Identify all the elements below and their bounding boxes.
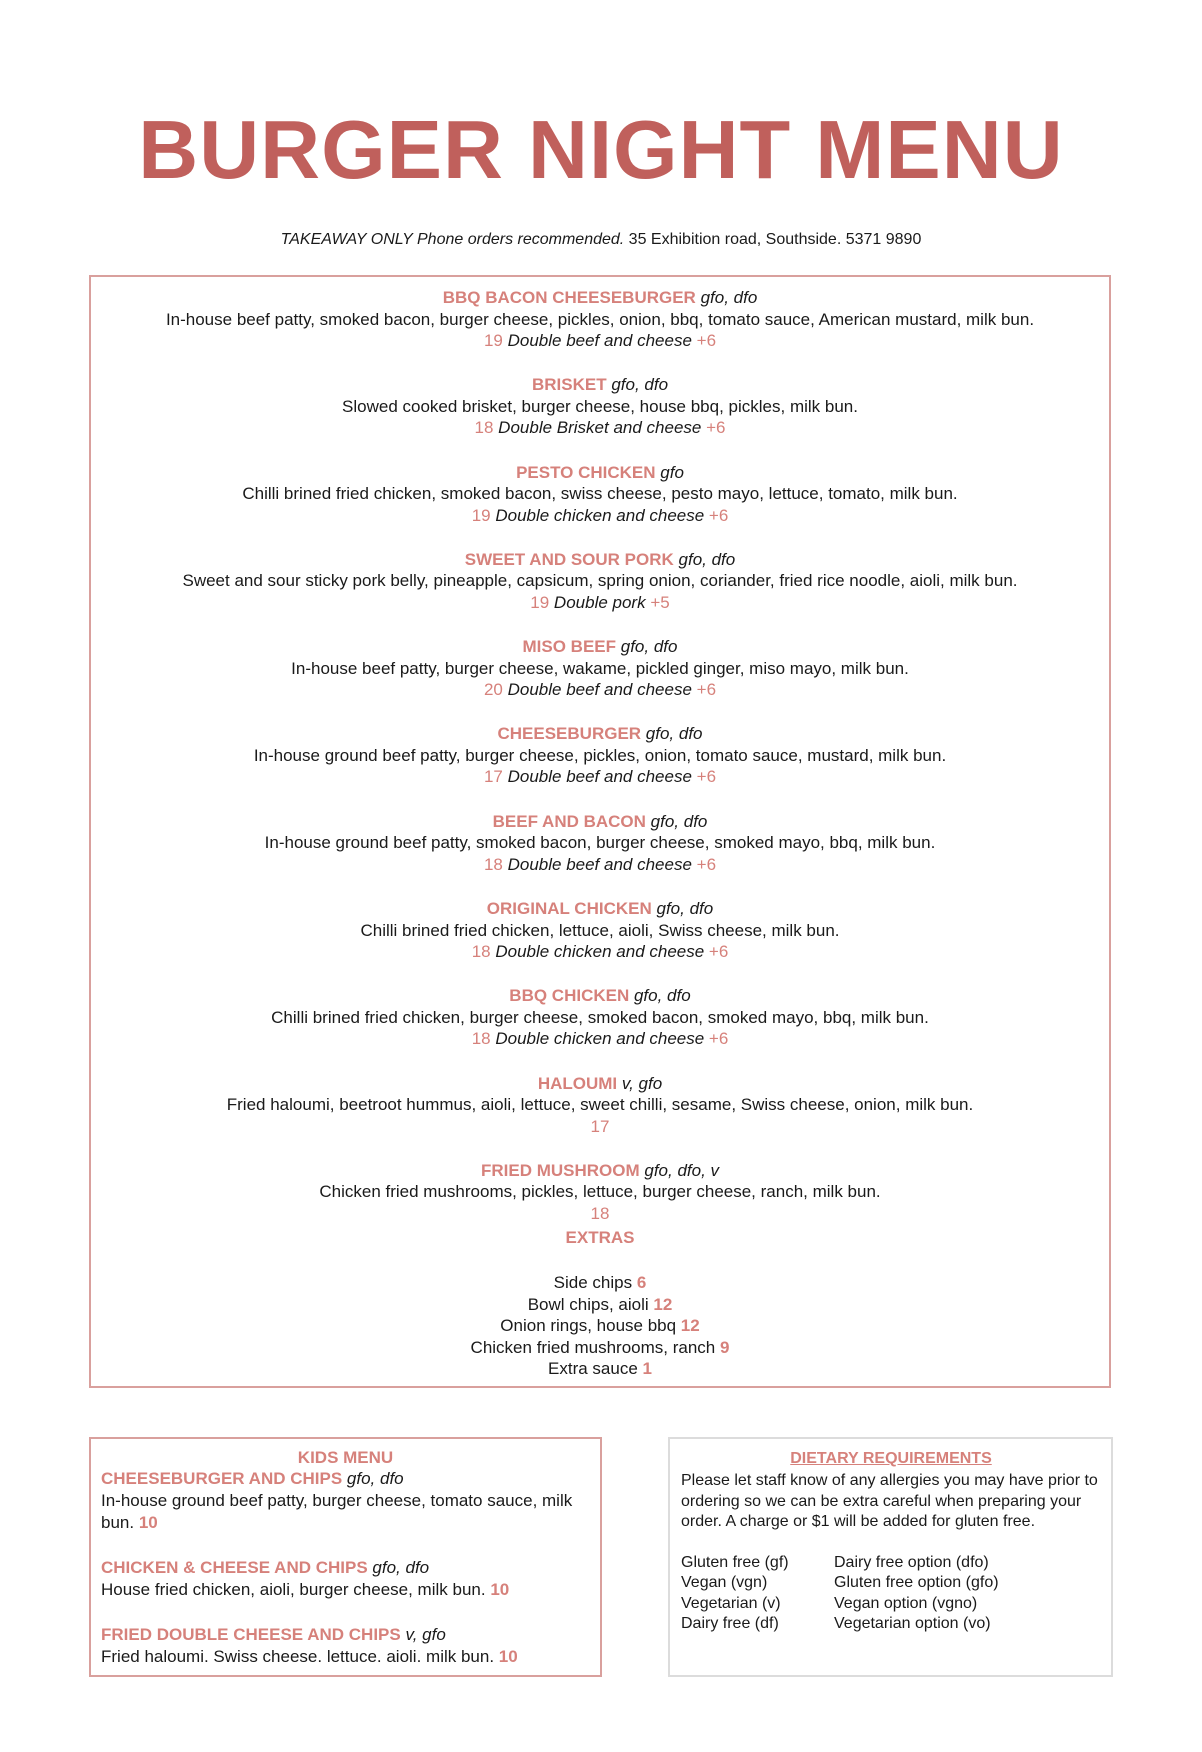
legend-item: Dairy free option (dfo): [834, 1553, 989, 1571]
item-description: In-house beef patty, burger cheese, wakame, pickled ginger, miso mayo, milk bun.: [291, 658, 909, 678]
item-tags: gfo, dfo: [606, 375, 669, 395]
item-tags: gfo, dfo: [651, 899, 714, 919]
extras-label: Chicken fried mushrooms, ranch: [470, 1337, 720, 1357]
kids-item-tags: v, gfo: [400, 1625, 446, 1644]
item-double-price: +6: [708, 1029, 729, 1049]
item-double-price: +6: [696, 854, 717, 874]
item-double-price: +6: [706, 418, 726, 438]
item-double: Double chicken and cheese: [490, 505, 709, 525]
extras-item: [91, 1337, 1109, 1359]
item-double: Double pork: [549, 592, 651, 612]
item-price: 18: [471, 942, 491, 962]
legend-column-right: [834, 1553, 999, 1635]
legend-item: Vegan option (vgno): [834, 1594, 978, 1612]
kids-item-tags: gfo, dfo: [342, 1469, 404, 1488]
item-price: 17: [483, 767, 503, 787]
kids-item: [101, 1468, 590, 1534]
menu-item: [91, 374, 1109, 461]
menu-item: [91, 549, 1109, 636]
item-double-price: +6: [696, 331, 717, 350]
kids-item-price: 10: [490, 1580, 510, 1599]
item-double: Double beef and cheese: [502, 767, 697, 787]
item-name: HALOUMI: [537, 1073, 618, 1093]
kids-menu-title: KIDS MENU: [297, 1448, 394, 1467]
item-name: BBQ BACON CHEESEBURGER: [442, 288, 696, 307]
legend-item: Vegan (vgn): [681, 1574, 768, 1591]
item-tags: gfo, dfo, v: [639, 1160, 720, 1180]
item-description: Chicken fried mushrooms, pickles, lettuce, burger cheese, ranch, milk bun.: [319, 1182, 881, 1202]
item-tags: gfo, dfo: [673, 549, 736, 569]
menu-item: [91, 898, 1109, 985]
item-description: Fried haloumi, beetroot hummus, aioli, lettuce, sweet chilli, sesame, Swiss cheese, onion, milk bun.: [226, 1095, 974, 1115]
extras-price: 1: [642, 1359, 652, 1379]
item-double: Double chicken and cheese: [490, 1029, 709, 1049]
menu-item: [91, 636, 1109, 723]
item-name: BRISKET: [531, 375, 607, 395]
extras-item: [91, 1272, 1109, 1294]
order-info: [0, 230, 1202, 250]
item-name: MISO BEEF: [522, 637, 617, 657]
item-double: Double beef and cheese: [502, 680, 697, 700]
dietary-text: Please let staff know of any allergies you may have prior to ordering so we can be extra careful when preparing your order. A charge or $1 will be added for gluten free.: [681, 1472, 1098, 1530]
extras-price: 6: [636, 1273, 647, 1292]
kids-item-tags: gfo, dfo: [367, 1558, 430, 1577]
item-double: Double beef and cheese: [502, 854, 697, 874]
item-double: Double chicken and cheese: [490, 942, 709, 962]
burger-list: [91, 287, 1109, 1247]
dietary-title: DIETARY REQUIREMENTS: [790, 1450, 992, 1467]
kids-item-description: In-house ground beef patty, burger cheese, tomato sauce, milk bun.: [101, 1491, 573, 1532]
item-tags: gfo, dfo: [645, 811, 708, 831]
extras-label: Onion rings, house bbq: [500, 1316, 681, 1336]
legend-item: Gluten free (gf): [681, 1553, 789, 1571]
takeaway-note: TAKEAWAY ONLY Phone orders recommended.: [280, 231, 625, 248]
extras-item: [91, 1358, 1109, 1380]
extras-item: [91, 1315, 1109, 1337]
kids-menu-box: [89, 1437, 602, 1677]
legend-item: Gluten free option (gfo): [834, 1574, 999, 1591]
kids-item-name: CHICKEN & CHEESE AND CHIPS: [101, 1558, 368, 1577]
item-tags: gfo, dfo: [695, 288, 758, 307]
kids-item-description: Fried haloumi. Swiss cheese. lettuce. aioli. milk bun.: [101, 1647, 499, 1666]
extras-price: 12: [653, 1294, 673, 1314]
item-name: FRIED MUSHROOM: [480, 1160, 640, 1180]
menu-item: [91, 723, 1109, 810]
item-price: 18: [483, 854, 503, 874]
item-price: 19: [530, 592, 550, 612]
dietary-box: [668, 1437, 1113, 1677]
kids-item: [101, 1557, 590, 1601]
menu-item: [91, 287, 1109, 374]
kids-item-price: 10: [138, 1513, 158, 1532]
item-description: Chilli brined fried chicken, lettuce, aioli, Swiss cheese, milk bun.: [360, 920, 840, 940]
extras-label: Side chips: [553, 1273, 637, 1292]
legend-item: Dairy free (df): [681, 1615, 779, 1632]
item-price: 18: [471, 1029, 491, 1049]
extras-section: [91, 1227, 1109, 1380]
item-double-price: +5: [650, 592, 670, 612]
legend-item: Vegetarian (v): [681, 1594, 781, 1612]
address-phone: 35 Exhibition road, Southside. 5371 9890: [624, 231, 922, 248]
item-double-price: +6: [696, 680, 717, 700]
item-tags: gfo, dfo: [629, 986, 691, 1006]
item-price: 18: [474, 418, 494, 438]
menu-item: [91, 985, 1109, 1072]
item-name: BEEF AND BACON: [492, 811, 646, 831]
item-price: 20: [483, 680, 503, 700]
item-description: Slowed cooked brisket, burger cheese, house bbq, pickles, milk bun.: [342, 396, 858, 416]
item-tags: gfo, dfo: [641, 724, 703, 744]
kids-item: [101, 1624, 590, 1668]
item-price: 17: [590, 1116, 610, 1136]
menu-item: [91, 811, 1109, 898]
item-price: 18: [590, 1203, 610, 1223]
item-double: Double Brisket and cheese: [493, 418, 707, 438]
item-double-price: +6: [708, 942, 729, 962]
item-description: Chilli brined fried chicken, burger cheese, smoked bacon, smoked mayo, bbq, milk bun.: [271, 1007, 929, 1027]
extras-item: [91, 1294, 1109, 1316]
extras-list: [91, 1272, 1109, 1380]
item-description: Sweet and sour sticky pork belly, pineapple, capsicum, spring onion, coriander, fried rice noodle, aioli, milk bun.: [182, 571, 1018, 591]
kids-item-name: FRIED DOUBLE CHEESE AND CHIPS: [101, 1625, 401, 1644]
extras-label: Extra sauce: [548, 1359, 643, 1379]
menu-item: [91, 1073, 1109, 1160]
item-tags: v, gfo: [617, 1073, 663, 1093]
item-name: BBQ CHICKEN: [509, 986, 630, 1006]
item-description: In-house ground beef patty, smoked bacon, burger cheese, smoked mayo, bbq, milk bun.: [264, 833, 936, 853]
item-description: In-house ground beef patty, burger cheese, pickles, onion, tomato sauce, mustard, milk bun.: [253, 745, 947, 765]
item-tags: gfo, dfo: [616, 637, 678, 657]
legend-column-left: [681, 1553, 834, 1635]
item-name: ORIGINAL CHICKEN: [486, 899, 652, 919]
item-description: In-house beef patty, smoked bacon, burger cheese, pickles, onion, bbq, tomato sauce, American mustard, milk bun.: [165, 309, 1035, 329]
extras-label: Bowl chips, aioli: [527, 1294, 654, 1314]
item-tags: gfo: [655, 462, 684, 482]
legend-item: Vegetarian option (vo): [834, 1615, 991, 1632]
kids-item-description: House fried chicken, aioli, burger cheese, milk bun.: [101, 1580, 491, 1599]
item-double-price: +6: [696, 767, 717, 787]
dietary-legend: [681, 1553, 1101, 1635]
item-name: CHEESEBURGER: [497, 724, 642, 744]
item-price: 19: [471, 505, 491, 525]
burger-menu-box: [89, 275, 1111, 1388]
extras-price: 12: [680, 1316, 700, 1336]
item-name: PESTO CHICKEN: [516, 462, 656, 482]
item-description: Chilli brined fried chicken, smoked bacon, swiss cheese, pesto mayo, lettuce, tomato, milk bun.: [242, 484, 958, 504]
kids-item-price: 10: [498, 1647, 518, 1666]
item-double-price: +6: [708, 505, 729, 525]
menu-title: BURGER NIGHT MENU: [138, 103, 1064, 196]
item-name: SWEET AND SOUR PORK: [464, 549, 674, 569]
kids-item-name: CHEESEBURGER AND CHIPS: [101, 1469, 343, 1488]
item-price: 19: [483, 331, 503, 350]
item-double: Double beef and cheese: [502, 331, 697, 350]
menu-item: [91, 462, 1109, 549]
extras-heading: EXTRAS: [565, 1228, 635, 1247]
extras-price: 9: [719, 1337, 730, 1357]
